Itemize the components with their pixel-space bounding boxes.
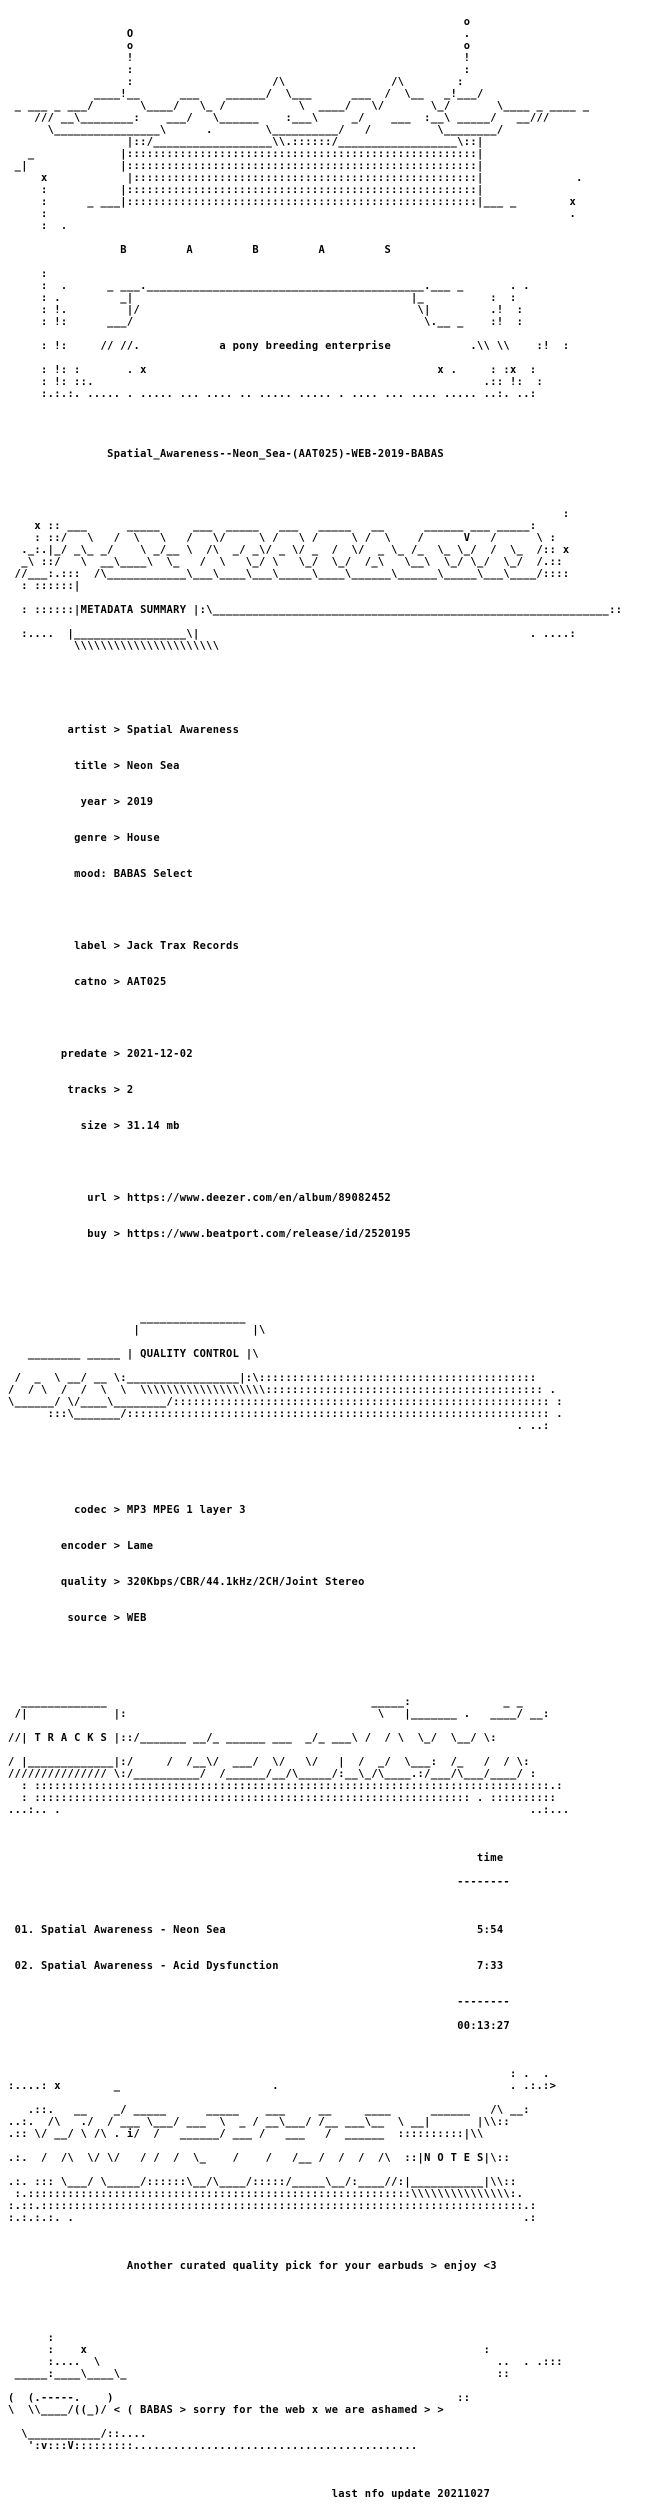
field-key: encoder — [60, 1540, 108, 1552]
field-row — [8, 796, 644, 808]
field-sep: > — [113, 1576, 121, 1588]
track-number: 01. — [14, 1924, 35, 1936]
field-value: House — [126, 832, 160, 844]
babas-letters: B A B A S — [120, 244, 392, 256]
field-sep: > — [113, 724, 121, 736]
footer-message-row: ( (.-----. ) :: \ \\____/((_)/ < ( BABAS > sorry for the web x we are ashamed > > — [8, 2392, 471, 2416]
notes-text: Another curated quality pick for your earbuds > enjoy <3 — [126, 2260, 497, 2272]
frame-art-bottom: : !: : . x x . : :x : : !: ::. .:: !: : :.:.:. ..... . ..... ... .... .. ..... ..... . .... ... .... ..... ..:. ..: — [41, 364, 544, 400]
field-row — [8, 1540, 644, 1552]
field-row — [8, 832, 644, 844]
field-row — [8, 1576, 644, 1588]
field-value: 31.14 mb — [126, 1120, 180, 1132]
footer-message: < ( BABAS > sorry for the web x we are ashamed > > — [113, 2404, 444, 2416]
field-row — [8, 1228, 644, 1240]
field-row — [8, 940, 644, 952]
field-value: Neon Sea — [126, 760, 180, 772]
deezer-link[interactable]: https://www.deezer.com/en/album/89082452 — [126, 1192, 392, 1204]
metadata-header-art: : x :: ___ _____ ___ _____ ___ _____ __ ______ ___ _____: : ::/ \ / \ \ / \/ \ / \ / \ / \ / V / \ : ._:.|_/ _\_ _/ \ _/__ \ /\ _/ _\/ _ \/ _ / \/ _ \_ /_ \_ \_/ / \_ /:: x _\ ::/ \ __\____\ \_ / \ \_/ \ \_/ \_/ /_\ \__\ \_/ \_/ \_/ /.:: //___:.::: /\____________\___\____\___\_____\____\______\______\_____\___\____/:::: : ::::::| — [14, 508, 570, 592]
field-key: genre — [74, 832, 108, 844]
divider: -------- — [8, 1996, 511, 2008]
field-row — [8, 1048, 644, 1060]
release-name[interactable]: Spatial_Awareness--Neon_Sea-(AAT025)-WEB-2019-BABAS — [107, 448, 444, 460]
field-key: buy — [87, 1228, 108, 1240]
notes-text-row — [8, 2260, 644, 2272]
metadata-field-list — [8, 700, 644, 1252]
notes-label-row: .:. / /\ \/ \/ / / / \_ / / /__ / / / /\ ::|N O T E S|\:: — [8, 2152, 511, 2164]
quality-label-row: ________ _____ | QUALITY CONTROL |\ — [8, 1348, 260, 1360]
field-value: Jack Trax Records — [126, 940, 240, 952]
tagline-row: : !: // //. a pony breeding enterprise .\\ \\ :! : — [8, 340, 570, 352]
notes-art: .::. __ _/ _____ _____ ___ __ ____ ______ /\ __: ..:. /\ ./ / ___ \___/ ___ \ _ / __\___/ /__ ___\__ \ __| |\\:: .:: \/ __/ \ /\ . i/ / ______/ ___ / ___ / ______ ::::::::::|\\ — [8, 2104, 530, 2140]
field-sep: > — [113, 1192, 121, 1204]
track-list — [8, 1900, 644, 1984]
track-name: Spatial Awareness - Neon Sea — [41, 1924, 227, 1936]
field-sep: > — [113, 1084, 121, 1096]
field-sep: > — [113, 832, 121, 844]
track-number: 02. — [14, 1960, 35, 1972]
field-value: Lame — [126, 1540, 154, 1552]
time-header-row — [8, 1852, 644, 1864]
total-row — [8, 2020, 644, 2032]
tracks-art: / |_____________|:/ / /__\/ ___/ \/ \/ | / _/ \___: /_ / / \: /////////////// \:/__________/ /______/__/\_____/:__\_/\____.:/___/\___/____/ : : ::::::::::::::::::::::::::::::::::::::::::::::::::::::::::::::::::::::::::::::.: : :::::::::::::::::::::::::::::::::::::::::::::::::::::::::::::::::: . :::::::::: ...:.. . ..:... — [8, 1756, 570, 1816]
quality-section-label: QUALITY CONTROL — [140, 1348, 240, 1360]
field-value: WEB — [126, 1612, 147, 1624]
footer-art-bottom: \___________/::.... ':v:::V:::::::::........................................... — [21, 2428, 418, 2452]
quality-art: / _ \ __/ __ \:_________________|:\:::::::::::::::::::::::::::::::::::::::::: / / \ / / \ \ \\\\\\\\\\\\\\\\\\\:::::::::::::::::::::::::::::::::::::::::: . \______/ \/____\________/::::::::::::::::::::::::::::::::::::::::::::::::::::::::: : :::\_______/:::::::::::::::::::::::::::::::::::::::::::::::::::::::::::::::: . . ..: — [8, 1372, 563, 1432]
field-value: 2021-12-02 — [126, 1048, 193, 1060]
field-sep: > — [113, 796, 121, 808]
field-key: codec — [74, 1504, 108, 1516]
tracks-section-label: T R A C K S — [34, 1732, 108, 1744]
notes-section-label: N O T E S — [424, 2152, 484, 2164]
quality-field-list — [8, 1480, 644, 1636]
field-key: source — [67, 1612, 108, 1624]
field-row — [8, 976, 644, 988]
field-key: catno — [74, 976, 108, 988]
field-row — [8, 1504, 644, 1516]
field-value: AAT025 — [126, 976, 167, 988]
track-name: Spatial Awareness - Acid Dysfunction — [41, 1960, 279, 1972]
update-row — [8, 2488, 644, 2500]
update-stamp: last nfo update 20211027 — [331, 2488, 491, 2500]
track-time: 7:33 — [477, 1960, 504, 1972]
field-sep: > — [113, 1228, 121, 1240]
field-value: 2 — [126, 1084, 134, 1096]
beatport-link[interactable]: https://www.beatport.com/release/id/2520195 — [126, 1228, 411, 1240]
release-row — [8, 448, 644, 460]
field-key: predate — [60, 1048, 108, 1060]
field-key: title — [74, 760, 108, 772]
field-sep: > — [113, 1504, 121, 1516]
field-value: 2019 — [126, 796, 154, 808]
field-row — [8, 1084, 644, 1096]
frame-art-top: : : . _ ___.__________________________________________.___ _ . . : . _| |_ : : : !. |/ \| .! : : !: ___/ \.__ _ :! : — [41, 268, 530, 328]
field-sep: > — [113, 1048, 121, 1060]
field-key: label — [74, 940, 108, 952]
field-key: url — [87, 1192, 108, 1204]
metadata-label-art: :.... |_________________\| . ....: \\\\\\\\\\\\\\\\\\\\\\ — [21, 628, 577, 652]
quality-header-art: ________________ | |\ — [133, 1312, 266, 1336]
field-row — [8, 760, 644, 772]
babas-logo-art: o O . o o ! ! : : : /\ /\ : ____!__ ___ ______/ \___ ___ / \__ _!___/ _ ___ _ ___/ \____/ \_ / \ ____/ \/ \_/ \____ _ ____ _ /// __\________: ___/ \______ :___\ _/ ___ :__\ _____/ __/// \________________\ . \__________/ / \________/ |::/__________________\\.::::::/__________________\::| _ |:::::::::::::::::::::::::::::::::::::::::::::::::::::| _| |:::::::::::::::::::::::::::::::::::::::::::::::::::::| x |::::::::::::::::::::::::::::::::::::::::::::::::::::| . : |:::::::::::::::::::::::::::::::::::::::::::::::::::::| : _ ___|:::::::::::::::::::::::::::::::::::::::::::::::::::::|___ _ x : . : . — [14, 16, 590, 232]
field-key: quality — [60, 1576, 108, 1588]
metadata-section-label: METADATA SUMMARY — [80, 604, 187, 616]
notes-header-art: : . . :....: x _ . . .:.:> — [8, 2068, 557, 2092]
field-sep: > — [113, 976, 121, 988]
field-value: MP3 MPEG 1 layer 3 — [126, 1504, 246, 1516]
field-sep: > — [113, 940, 121, 952]
field-row — [8, 868, 644, 880]
tracks-header-art: _____________ _____: _ _ /| |: \ |_______ . ____/ __: — [14, 1696, 550, 1720]
field-sep: > — [113, 760, 121, 772]
track-time: 5:54 — [477, 1924, 504, 1936]
field-row — [8, 1612, 644, 1624]
babas-letters-row — [8, 244, 644, 256]
field-value: Spatial Awareness — [126, 724, 240, 736]
total-time: 00:13:27 — [457, 2020, 511, 2032]
field-sep: > — [113, 1120, 121, 1132]
track-row[interactable] — [8, 1924, 644, 1936]
tracks-label-row: //| T R A C K S |::/_______ __/_ ______ ___ _/_ ___\ / / \ \_/ \__/ \: — [8, 1732, 497, 1744]
field-value: 320Kbps/CBR/44.1kHz/2CH/Joint Stereo — [126, 1576, 365, 1588]
tagline: a pony breeding enterprise — [219, 340, 392, 352]
nfo-document — [8, 4, 644, 2512]
field-key: artist — [67, 724, 108, 736]
field-row — [8, 724, 644, 736]
field-value: BABAS Select — [113, 868, 193, 880]
field-sep: > — [113, 1540, 121, 1552]
field-row — [8, 1120, 644, 1132]
track-row[interactable] — [8, 1960, 644, 1972]
footer-art: : : x : :.... \ .. . .::: _____:____\____\_ :: — [14, 2332, 563, 2380]
field-key: size — [80, 1120, 108, 1132]
field-key: mood: — [74, 868, 108, 880]
divider: -------- — [8, 1876, 511, 1888]
metadata-label-row: : ::::::|METADATA SUMMARY |:\____________________________________________________________:: — [8, 604, 623, 616]
field-key: tracks — [67, 1084, 108, 1096]
field-row — [8, 1192, 644, 1204]
notes-art-bottom: .:. ::: \___/ \_____/::::::\__/\____/:::::/_____\__/:____//:|___________|\\:: :.::::::::::::::::::::::::::::::::::::::::::::::::::::::::::\\\\\\\\\\\\\\\:. :.::.:::::::::::::::::::::::::::::::::::::::::::::::::::::::::::::::::::::::::.: :.:.:.:. . .: — [8, 2176, 537, 2224]
field-sep: > — [113, 1612, 121, 1624]
time-header: time — [477, 1852, 504, 1864]
field-key: year — [80, 796, 108, 808]
